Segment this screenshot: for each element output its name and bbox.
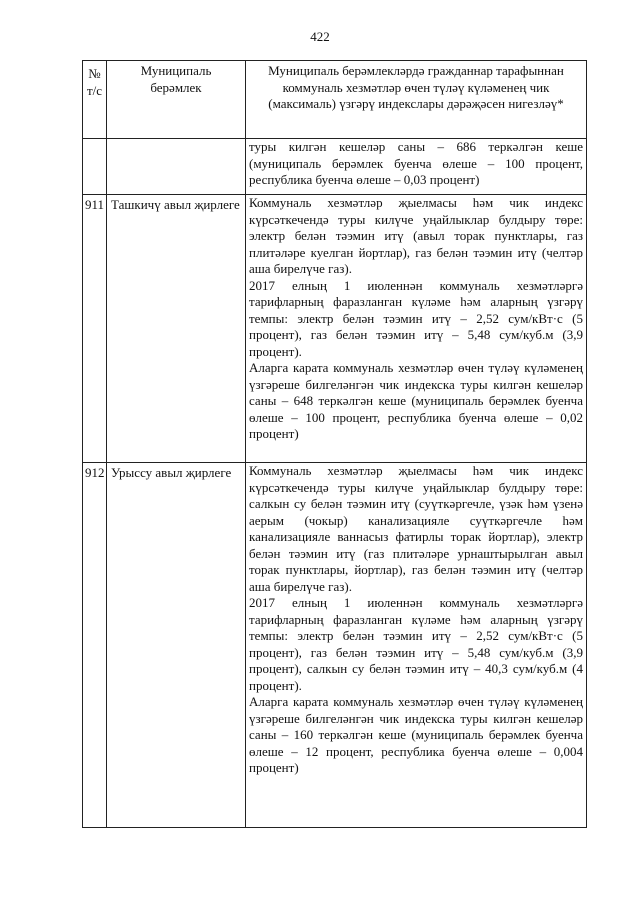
row-paragraph: туры килгән кешеләр саны – 686 теркәлгән кеше (муниципаль берәмлек буенча өлеше – 100 процент, республика буенча өлеше – 0,03 процент) xyxy=(249,139,583,187)
row-paragraph: Коммуналь хезмәтләр җыелмасы һәм чик индекс күрсәткечендә туры килүче уңайлыклар булдыру төре: салкын су белән тәэмин итү (суүткәргечле, үзәк һәм үзенә аерым (чокыр) канализацияле суүткәргечле һәм канализацияле ваннасыз фатирлы торак йортлар), электр белән тәэмин итү (газ плитәләре урнаштырылган авыл торак пунктлары, йортлар), газ белән тәэмин итү (челтәр аша бирелүче газ). xyxy=(249,463,583,594)
row-municipality: Урыссу авыл җирлеге xyxy=(107,463,246,828)
table-row xyxy=(83,195,587,463)
header-municipality xyxy=(107,61,246,139)
header-number xyxy=(83,61,107,139)
row-description xyxy=(246,139,587,195)
page-number: 422 xyxy=(310,29,330,44)
header-municipality-text: Муниципаль берәмлек xyxy=(140,63,212,95)
row-paragraph: Коммуналь хезмәтләр җыелмасы һәм чик индекс күрсәткечендә туры килүче уңайлыклар булдыру төре: электр белән тәэмин итү (авыл торак пунктлары, газ плитәләре куелган йортлар), газ белән тәэмин итү (челтәр аша бирелүче газ). xyxy=(249,195,583,276)
row-paragraph: Аларга карата коммуналь хезмәтләр өчен түләү күләменең үзгәреше билгеләнгән чик индекска туры килгән кешеләр саны – 160 теркәлгән кеше (муниципаль берәмлек буенча өлеше – 12 процент, республика буенча өлеше – 0,004 процент) xyxy=(249,694,583,775)
tariff-index-table xyxy=(82,60,587,828)
row-description xyxy=(246,195,587,463)
header-description xyxy=(246,61,587,139)
row-number xyxy=(83,139,107,195)
header-description-text: Муниципаль берәмлекләрдә гражданнар тарафыннан коммуналь хезмәтләр өчен түләү күләменең чик (максималь) үзгәрү индекслары дәрәҗәсен нигезләү* xyxy=(268,63,564,111)
header-number-text: № т/с xyxy=(86,66,103,98)
table-header-row xyxy=(83,61,587,139)
row-municipality xyxy=(107,139,246,195)
row-paragraph: 2017 елның 1 июленнән коммуналь хезмәтләргә тарифларның фаразланган күләме һәм аларның үзгәрү темпы: электр белән тәэмин итү – 2,52 сум/кВт·с (5 процент), газ белән тәэмин итү – 5,48 сум/куб.м (3,9 процент). xyxy=(249,277,583,359)
row-number: 911 xyxy=(83,195,107,463)
row-municipality: Ташкичү авыл җирлеге xyxy=(107,195,246,463)
row-description xyxy=(246,463,587,828)
table-row xyxy=(83,463,587,828)
row-number: 912 xyxy=(83,463,107,828)
row-paragraph: Аларга карата коммуналь хезмәтләр өчен түләү күләменең үзгәреше билгеләнгән чик индекска туры килгән кешеләр саны – 648 теркәлгән кеше (муниципаль берәмлек буенча өлеше – 100 процент, республика буенча өлеше – 0,02 процент) xyxy=(249,360,583,441)
table-row xyxy=(83,139,587,195)
row-paragraph: 2017 елның 1 июленнән коммуналь хезмәтләргә тарифларның фаразланган күләме һәм аларның үзгәрү темпы: электр белән тәэмин итү – 2,52 сум/кВт·с (5 процент), газ белән тәэмин итү – 5,48 сум/куб.м (3,9 процент), салкын су белән тәэмин итү – 40,3 сум/куб.м (4 процент). xyxy=(249,595,583,693)
